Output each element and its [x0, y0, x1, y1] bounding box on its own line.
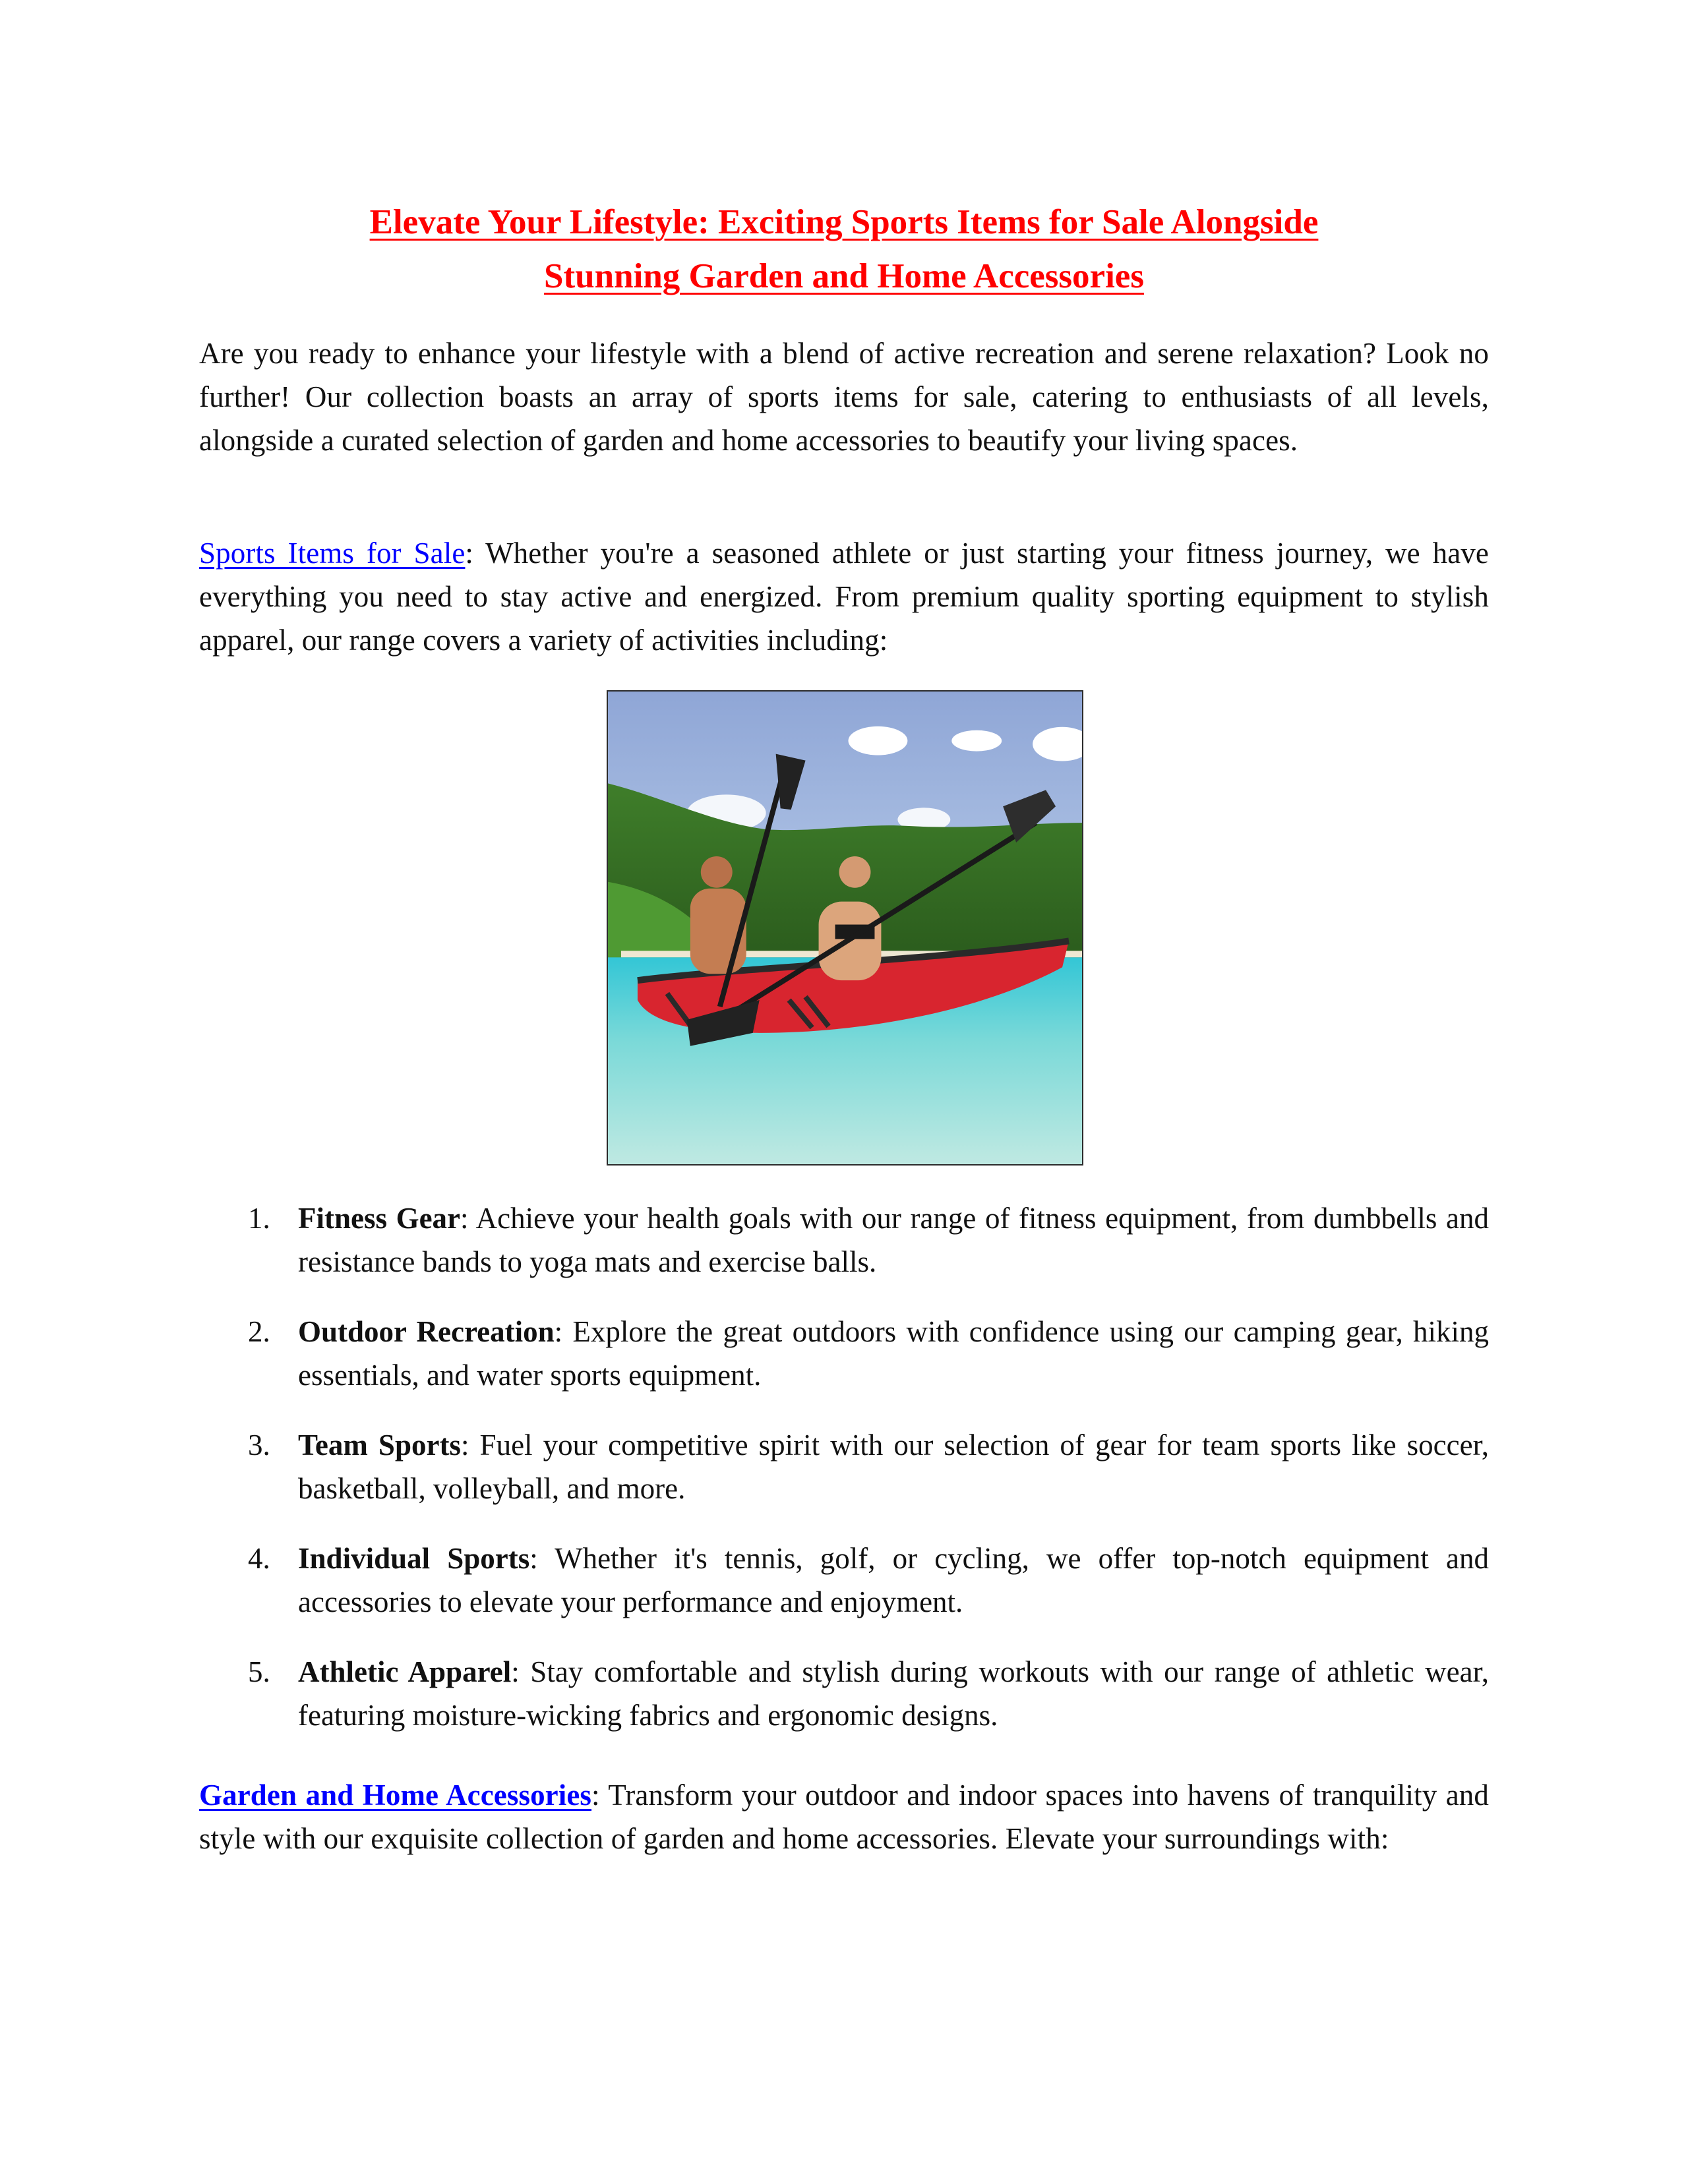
list-number: 5. — [248, 1655, 270, 1688]
list-item-separator: : — [460, 1429, 469, 1461]
garden-paragraph-text: Transform your outdoor and indoor spaces into havens of tranquility and style with our exquisite collection of garden and home accessories. Elevate your surroundings with: — [199, 1779, 1489, 1855]
cloud — [848, 726, 907, 755]
sports-paragraph — [199, 531, 1489, 662]
list-number: 3. — [248, 1429, 270, 1461]
list-item-term: Team Sports — [298, 1429, 461, 1461]
garden-home-accessories-link[interactable]: Garden and Home Accessories — [199, 1779, 592, 1812]
sports-category-list — [199, 1196, 1489, 1763]
list-number: 2. — [248, 1315, 270, 1348]
list-item-text: Achieve your health goals with our range of fitness equipment, from dumbbells and resistance bands to yoga mats and exercise balls. — [298, 1202, 1489, 1278]
list-item-text: Whether it's tennis, golf, or cycling, we offer top-notch equipment and accessories to elevate your performance and enjoyment. — [298, 1542, 1489, 1618]
list-number: 1. — [248, 1202, 270, 1235]
list-item-text: Fuel your competitive spirit with our selection of gear for team sports like soccer, basketball, volleyball, and more. — [298, 1429, 1490, 1505]
list-item-term: Athletic Apparel — [298, 1655, 512, 1688]
title-line-2: Stunning Garden and Home Accessories — [544, 257, 1144, 295]
garden-separator: : — [591, 1779, 600, 1812]
sports-paragraph-text: Whether you're a seasoned athlete or just starting your fitness journey, we have everything you need to stay active and energized. From premium quality sporting equipment to stylish apparel, our range covers a variety of activities including: — [199, 537, 1489, 657]
list-item-outdoor-recreation — [199, 1310, 1489, 1397]
garden-paragraph — [199, 1773, 1489, 1860]
page-title — [199, 195, 1489, 303]
list-item-text: Explore the great outdoors with confidence using our camping gear, hiking essentials, and water sports equipment. — [298, 1315, 1490, 1392]
list-item-separator: : — [554, 1315, 563, 1348]
list-item-term: Fitness Gear — [298, 1202, 461, 1235]
list-item-team-sports — [199, 1423, 1489, 1510]
list-item-separator: : — [460, 1202, 469, 1235]
list-item-term: Individual Sports — [298, 1542, 530, 1575]
cloud — [951, 730, 1002, 752]
list-item-fitness-gear — [199, 1196, 1489, 1284]
sports-separator: : — [465, 537, 474, 570]
paddler-head — [839, 856, 871, 888]
list-number: 4. — [248, 1542, 270, 1575]
sports-items-link[interactable]: Sports Items for Sale — [199, 537, 466, 570]
kayak-photo — [607, 690, 1083, 1166]
paddler-head — [701, 856, 733, 888]
list-item-athletic-apparel — [199, 1650, 1489, 1737]
list-item-text: Stay comfortable and stylish during workouts with our range of athletic wear, featuring moisture-wicking fabrics and ergonomic designs. — [298, 1655, 1489, 1732]
list-item-individual-sports — [199, 1537, 1489, 1624]
title-line-1: Elevate Your Lifestyle: Exciting Sports Items for Sale Alongside — [369, 203, 1319, 241]
list-item-term: Outdoor Recreation — [298, 1315, 555, 1348]
list-item-separator: : — [529, 1542, 538, 1575]
list-item-separator: : — [511, 1655, 520, 1688]
intro-paragraph: Are you ready to enhance your lifestyle with a blend of active recreation and serene relaxation? Look no further! Our collection boasts an array of sports items for sale, catering to enthusiasts of all levels, alongside a curated selection of garden and home accessories to beautify your living spaces. — [199, 337, 1489, 457]
kayak-photo-illustration — [608, 692, 1082, 1164]
